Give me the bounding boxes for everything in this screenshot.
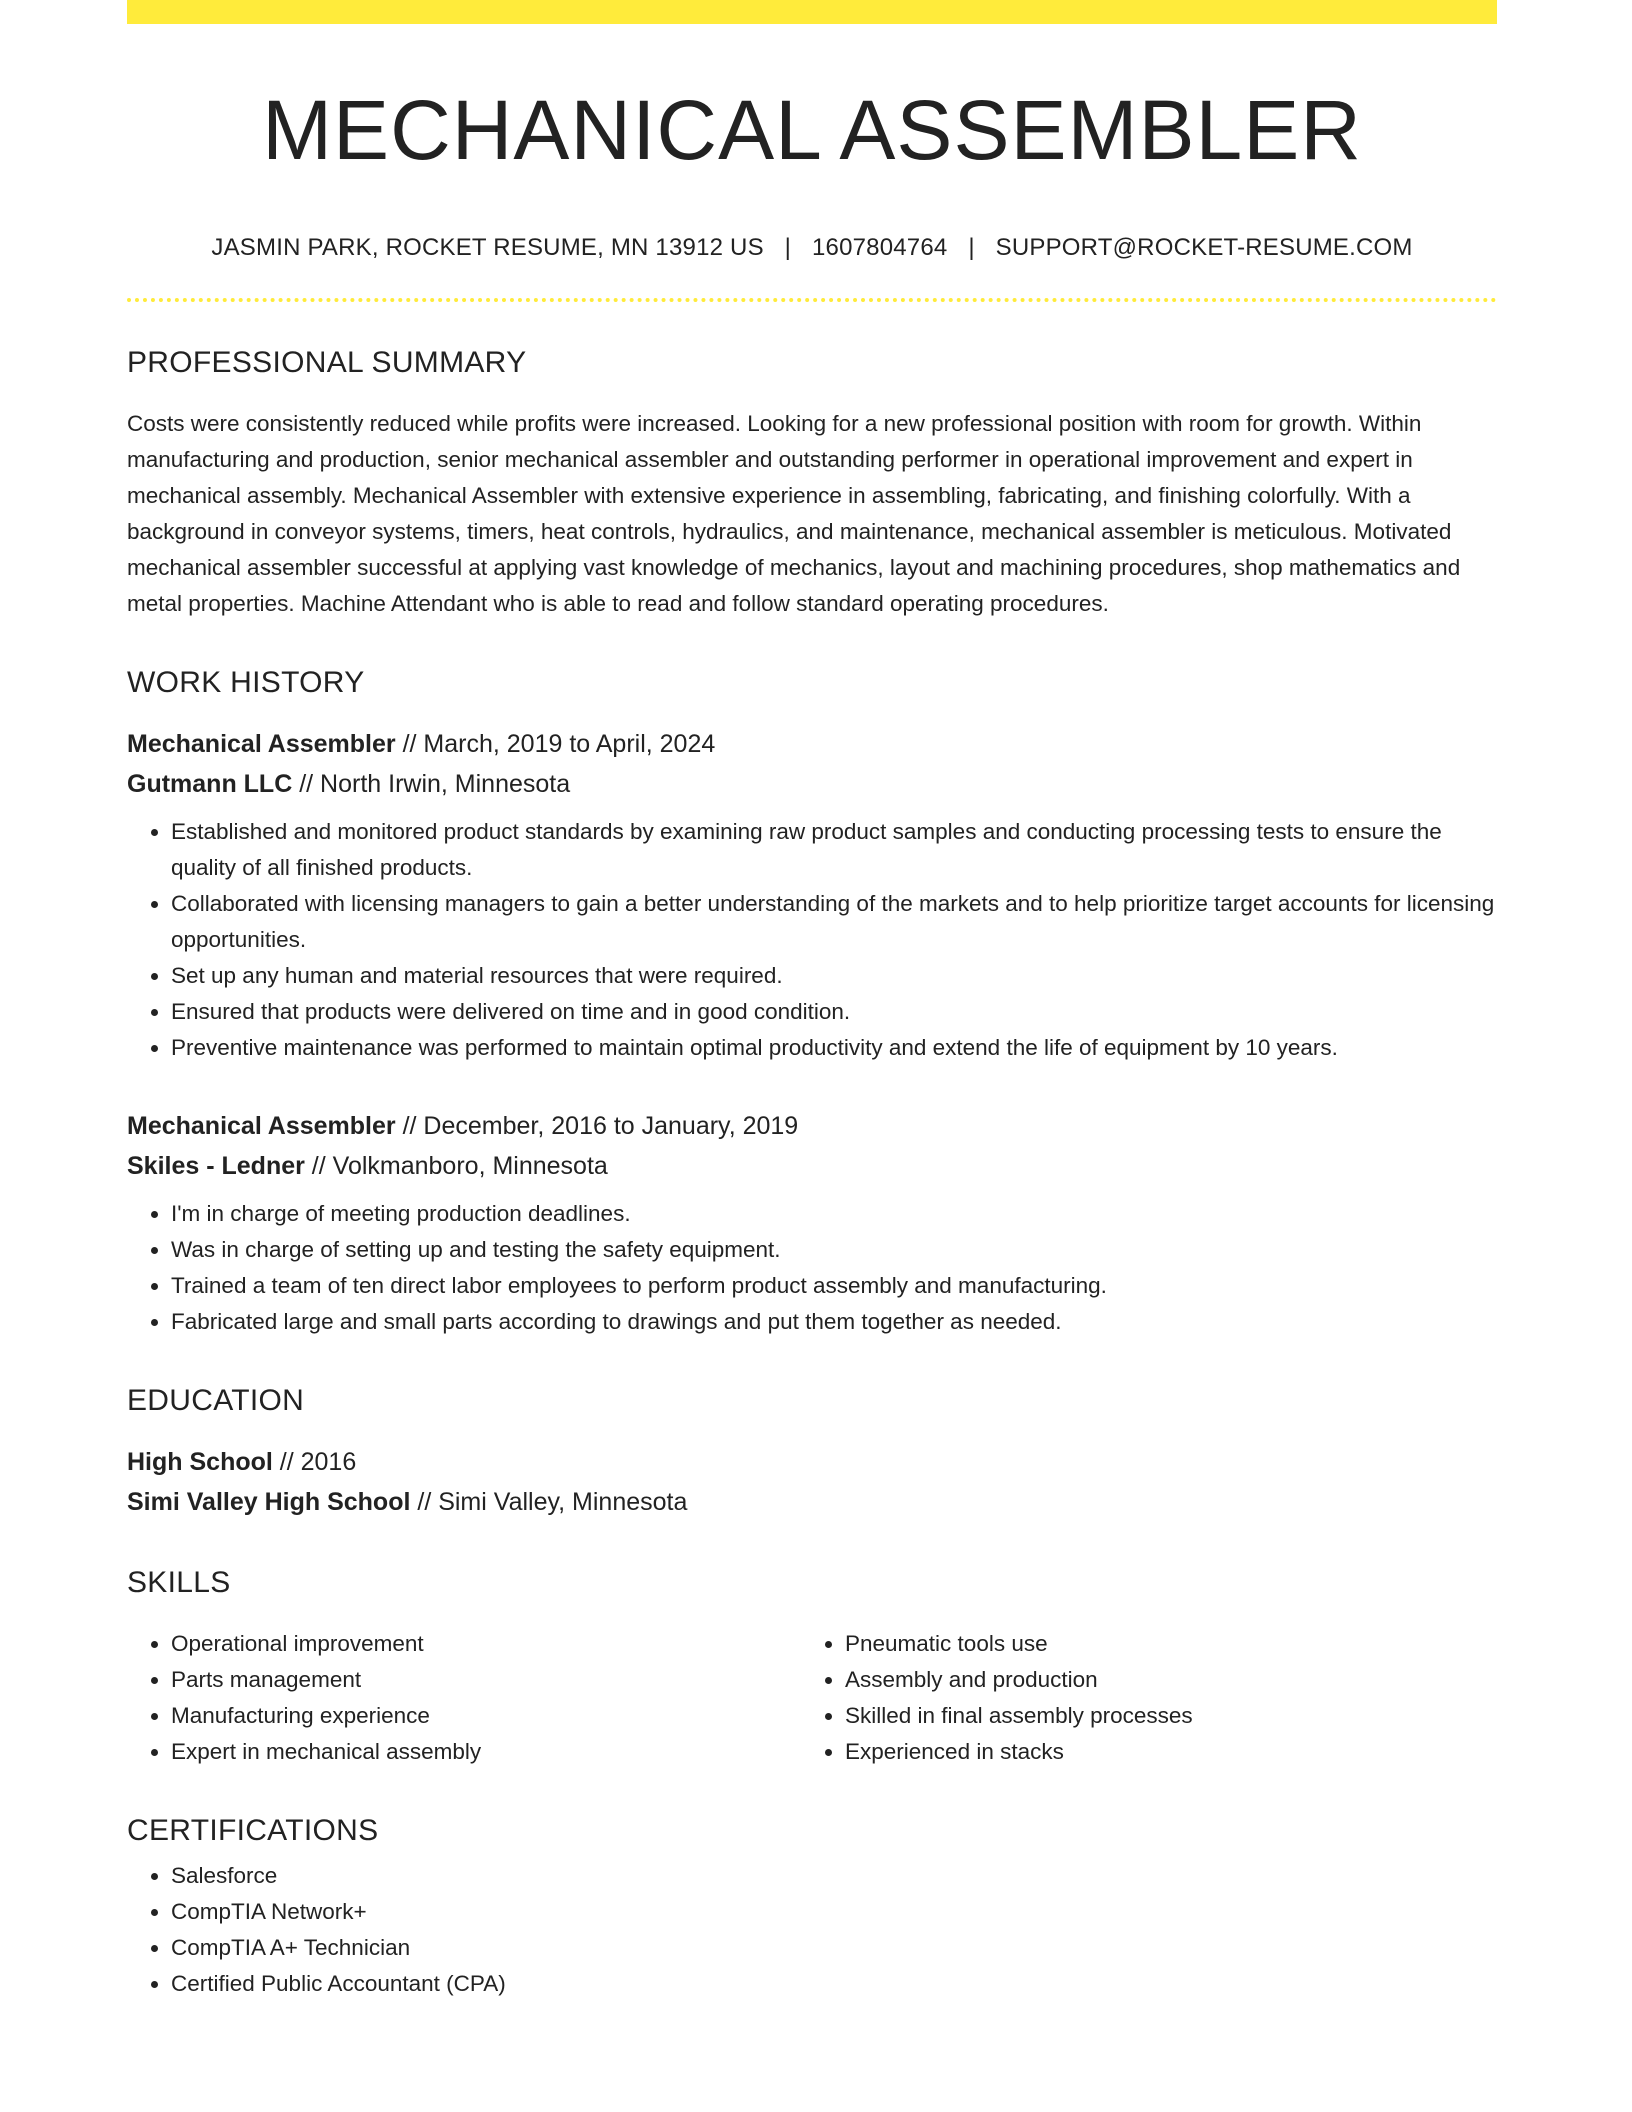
- job-bullet-list: [127, 814, 1497, 1066]
- contact-line: [127, 234, 1497, 262]
- education-school: Simi Valley High School: [127, 1488, 411, 1517]
- list-item: • Experienced in stacks: [845, 1734, 1475, 1770]
- list-item: • Was in charge of setting up and testing the safety equipment.: [171, 1232, 1497, 1268]
- list-item: • Trained a team of ten direct labor employees to perform product assembly and manufacturing.: [171, 1268, 1497, 1304]
- education-school-line: [127, 1482, 1497, 1522]
- resume-page: [127, 0, 1497, 2002]
- list-item: • CompTIA A+ Technician: [171, 1930, 1497, 1966]
- list-item: • Fabricated large and small parts according to drawings and put them together as needed.: [171, 1304, 1497, 1340]
- skills-list-left: [127, 1626, 801, 1770]
- list-item: • Assembly and production: [845, 1662, 1475, 1698]
- list-item: • Preventive maintenance was performed to maintain optimal productivity and extend the life of equipment by 10 years.: [171, 1030, 1497, 1066]
- list-item: • I'm in charge of meeting production deadlines.: [171, 1196, 1497, 1232]
- job-dates: // March, 2019 to April, 2024: [395, 730, 716, 759]
- job-title: Mechanical Assembler: [127, 730, 396, 759]
- job-dates: // December, 2016 to January, 2019: [395, 1112, 799, 1141]
- job-title: Mechanical Assembler: [127, 1112, 396, 1141]
- section-heading-summary: PROFESSIONAL SUMMARY: [127, 346, 527, 380]
- job-title-line: [127, 724, 1497, 764]
- list-item: • Operational improvement: [171, 1626, 801, 1662]
- list-item: • CompTIA Network+: [171, 1894, 1497, 1930]
- section-heading-skills: SKILLS: [127, 1566, 231, 1600]
- education-location: // Simi Valley, Minnesota: [410, 1488, 688, 1517]
- job-entry: [127, 724, 1497, 1066]
- list-item: • Established and monitored product standards by examining raw product samples and conducting processing tests to ensure the quality of all finished products.: [171, 814, 1497, 886]
- contact-separator: |: [784, 234, 792, 262]
- job-location: // North Irwin, Minnesota: [292, 770, 571, 799]
- job-company-line: [127, 1146, 1497, 1186]
- job-company-line: [127, 764, 1497, 804]
- list-item: • Collaborated with licensing managers to gain a better understanding of the markets and to help prioritize target accounts for licensing opportunities.: [171, 886, 1497, 958]
- education-degree-line: [127, 1442, 1497, 1482]
- list-item: • Expert in mechanical assembly: [171, 1734, 801, 1770]
- job-company: Skiles - Ledner: [127, 1152, 305, 1181]
- accent-top-bar: [127, 0, 1497, 24]
- list-item: • Manufacturing experience: [171, 1698, 801, 1734]
- list-item: • Skilled in final assembly processes: [845, 1698, 1475, 1734]
- contact-address: JASMIN PARK, ROCKET RESUME, MN 13912 US: [211, 234, 764, 262]
- list-item: • Pneumatic tools use: [845, 1626, 1475, 1662]
- summary-text: Costs were consistently reduced while profits were increased. Looking for a new professional position with room for growth. Within manufacturing and production, senior mechanical assembler and outstanding performer in operational improvement and expert in mechanical assembly. Mechanical Assembler with extensive experience in assembling, fabricating, and finishing colorfully. With a background in conveyor systems, timers, heat controls, hydraulics, and maintenance, mechanical assembler is meticulous. Motivated mechanical assembler successful at applying vast knowledge of mechanics, layout and machining procedures, shop mathematics and metal properties. Machine Attendant who is able to read and follow standard operating procedures.: [127, 411, 1461, 617]
- list-item: • Ensured that products were delivered on time and in good condition.: [171, 994, 1497, 1030]
- job-title-line: [127, 1106, 1497, 1146]
- list-item: • Certified Public Accountant (CPA): [171, 1966, 1497, 2002]
- contact-email: SUPPORT@ROCKET-RESUME.COM: [995, 234, 1413, 262]
- job-company: Gutmann LLC: [127, 770, 293, 799]
- contact-phone: 1607804764: [811, 234, 948, 262]
- education-year: // 2016: [272, 1448, 357, 1477]
- list-item: • Parts management: [171, 1662, 801, 1698]
- section-heading-certifications: CERTIFICATIONS: [127, 1814, 379, 1848]
- skills-list-right: [801, 1626, 1475, 1770]
- section-heading-education: EDUCATION: [127, 1384, 305, 1418]
- education-degree: High School: [127, 1448, 273, 1477]
- certifications-list: [127, 1858, 1497, 2002]
- section-heading-work-history: WORK HISTORY: [127, 666, 365, 700]
- contact-separator: |: [968, 234, 975, 262]
- list-item: • Set up any human and material resources that were required.: [171, 958, 1497, 994]
- education-entry: [127, 1442, 1497, 1522]
- skills-columns: [127, 1626, 1497, 1770]
- dotted-divider: [127, 298, 1497, 302]
- resume-title: MECHANICAL ASSEMBLER: [262, 83, 1362, 177]
- job-entry: [127, 1106, 1497, 1340]
- job-location: // Volkmanboro, Minnesota: [304, 1152, 608, 1181]
- list-item: • Salesforce: [171, 1858, 1497, 1894]
- job-bullet-list: [127, 1196, 1497, 1340]
